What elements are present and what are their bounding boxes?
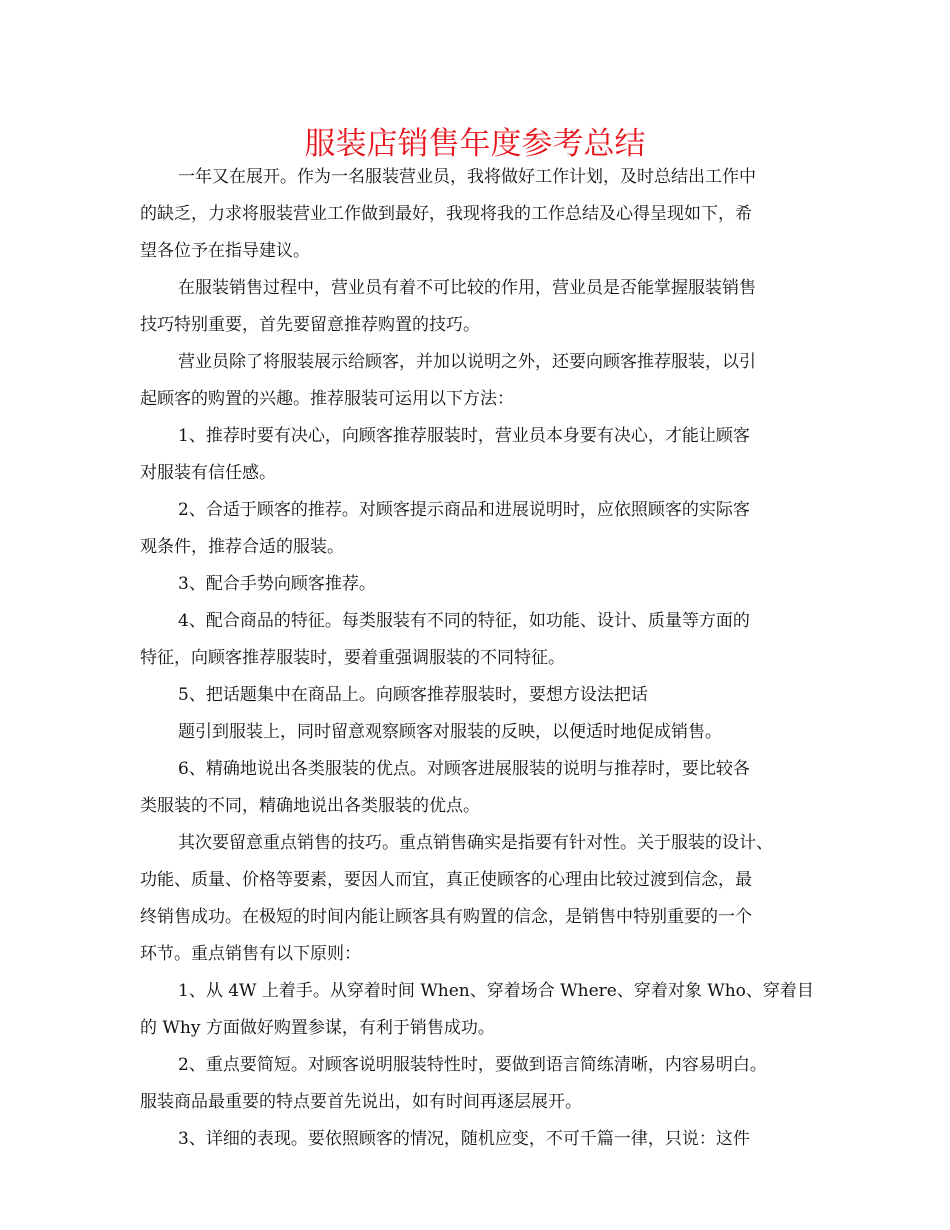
text-line: 环节。重点销售有以下原则：: [140, 944, 361, 964]
text-line: 的 Why 方面做好购置参谋，有利于销售成功。: [140, 1018, 495, 1038]
text-line: 6、精确地说出各类服装的优点。对顾客进展服装的说明与推荐时，要比较各: [178, 759, 750, 779]
text-line: 题引到服装上，同时留意观察顾客对服装的反映，以便适时地促成销售。: [178, 722, 722, 742]
text-line: 1、从 4W 上着手。从穿着时间 When、穿着场合 Where、穿着对象 Who、穿着目: [178, 981, 814, 1001]
text-line: 的缺乏，力求将服装营业工作做到最好，我现将我的工作总结及心得呈现如下，希: [140, 204, 752, 224]
text-line: 服装商品最重要的特点要首先说出，如有时间再逐层展开。: [140, 1092, 582, 1112]
text-line: 特征，向顾客推荐服装时，要着重强调服装的不同特征。: [140, 648, 565, 668]
text-line: 望各位予在指导建议。: [140, 241, 310, 261]
text-line: 观条件，推荐合适的服装。: [140, 537, 344, 557]
text-line: 终销售成功。在极短的时间内能让顾客具有购置的信念，是销售中特别重要的一个: [140, 907, 752, 927]
text-line: 4、配合商品的特征。每类服装有不同的特征，如功能、设计、质量等方面的: [178, 611, 750, 631]
text-line: 功能、质量、价格等要素，要因人而宜，真正使顾客的心理由比较过渡到信念，最: [140, 870, 752, 890]
text-line: 对服装有信任感。: [140, 463, 276, 483]
text-line: 3、详细的表现。要依照顾客的情况，随机应变，不可千篇一律，只说：这件: [178, 1129, 750, 1149]
document-title: 服装店销售年度参考总结: [304, 126, 646, 162]
text-line: 1、推荐时要有决心，向顾客推荐服装时，营业员本身要有决心，才能让顾客: [178, 426, 750, 446]
text-line: 其次要留意重点销售的技巧。重点销售确实是指要有针对性。关于服装的设计、: [178, 833, 773, 853]
text-line: 技巧特别重要，首先要留意推荐购置的技巧。: [140, 315, 480, 335]
text-line: 2、重点要简短。对顾客说明服装特性时，要做到语言简练清晰，内容易明白。: [178, 1055, 767, 1075]
text-line: 营业员除了将服装展示给顾客，并加以说明之外，还要向顾客推荐服装，以引: [178, 352, 756, 372]
text-line: 2、合适于顾客的推荐。对顾客提示商品和进展说明时，应依照顾客的实际客: [178, 500, 750, 520]
text-line: 类服装的不同，精确地说出各类服装的优点。: [140, 796, 480, 816]
text-line: 起顾客的购置的兴趣。推荐服装可运用以下方法：: [140, 389, 514, 409]
text-line: 5、把话题集中在商品上。向顾客推荐服装时，要想方设法把话: [178, 685, 648, 705]
text-line: 在服装销售过程中，营业员有着不可比较的作用，营业员是否能掌握服装销售: [178, 278, 756, 298]
text-line: 一年又在展开。作为一名服装营业员，我将做好工作计划，及时总结出工作中: [178, 167, 756, 187]
text-line: 3、配合手势向顾客推荐。: [178, 574, 376, 594]
